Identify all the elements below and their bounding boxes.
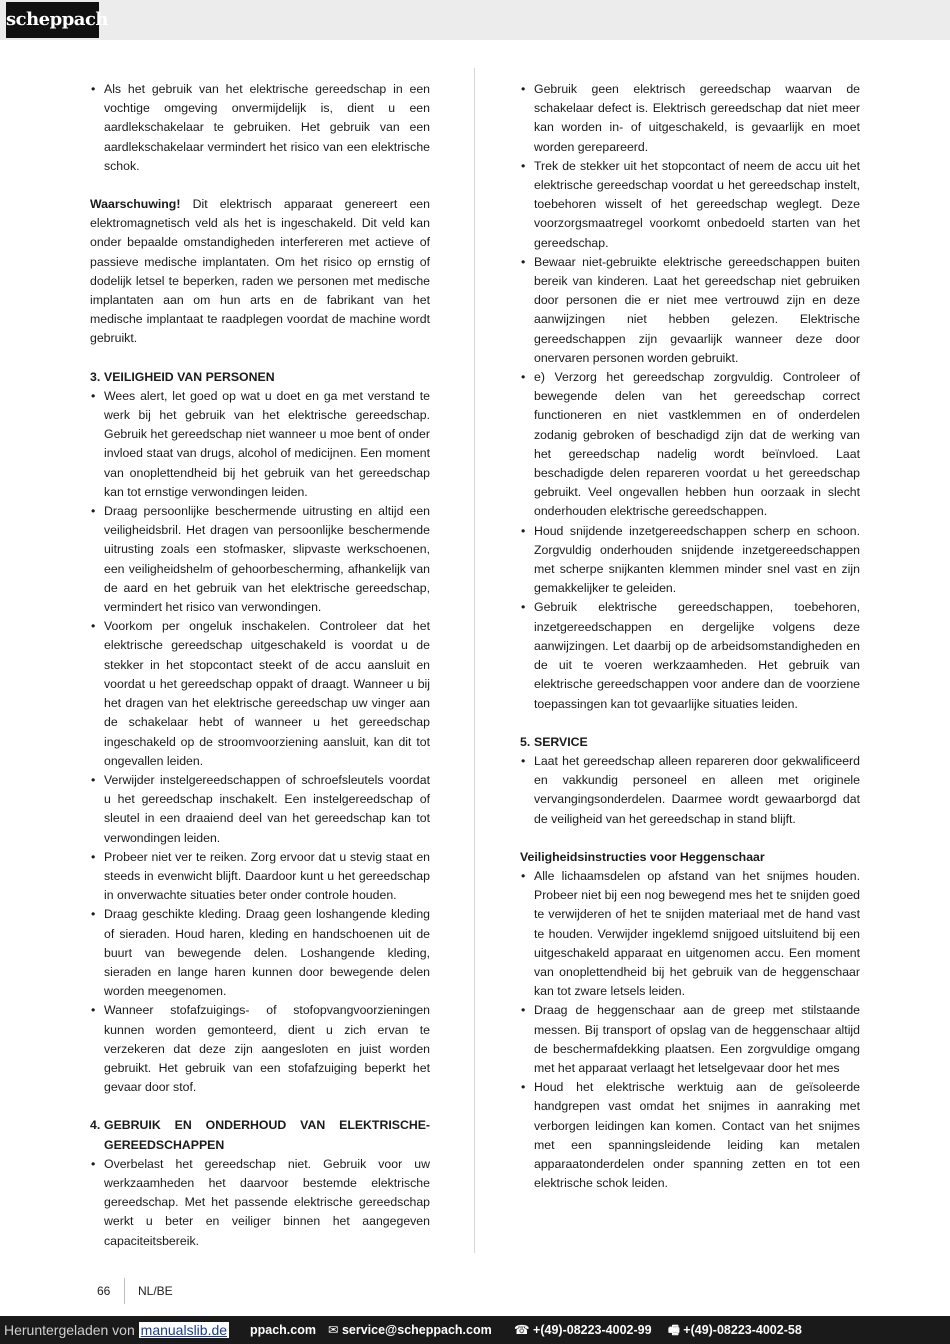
section-title: VEILIGHEID VAN PERSONEN: [104, 369, 275, 384]
warning-paragraph: [90, 195, 430, 349]
phone-text: +(49)-08223-4002-99: [533, 1323, 652, 1337]
list-item: • Alle lichaamsdelen op afstand van het snijmes houden. Probeer niet bij een nog bewegend mes het te snijden goed te verwijderen of het te snijden materiaal met de hand vast te houden. Verwijder ingeklemd snijgoed uitsluitend bij een uitgeschakeld apparaat en uitgenomen accu. Een moment van onoplettendheid bij het gebruik van de heggenschaar kan tot zware letsels leiden.: [520, 867, 860, 1001]
left-column: [90, 80, 430, 1251]
list-item: • Als het gebruik van het elektrische gereedschap in een vochtige omgeving onvermijdelijk is, dient u een aardlekschakelaar te gebruiken. Het gebruik van een aardlekschakelaar vermindert het risico van een elektrische schok.: [90, 80, 430, 176]
section-3-list: [90, 387, 430, 1098]
email-item: [328, 1316, 492, 1344]
list-item: • Draag de heggenschaar aan de greep met stilstaande messen. Bij transport of opslag van de heggenschaar altijd de beschermafdekking plaatsen. Een zorgvuldige omgang met het apparaat verlaagt het letselgevaar door het mes: [520, 1001, 860, 1078]
list-item: • e) Verzorg het gereedschap zorgvuldig. Controleer of bewegende delen van het gereedschap correct functioneren en niet vastklemmen en of onderdelen zodanig gebroken of beschadigd zijn dat de werking van het gereedschap nadelig wordt beïnvloed. Laat beschadigde delen repareren voordat u het gereedschap gebruikt. Veel ongevallen hebben hun oorzaak in slecht onderhouden elektrische gereedschappen.: [520, 368, 860, 522]
warning-text: Dit elektrisch apparaat genereert een elektromagnetisch veld als het is ingeschakeld. Dit veld kan onder bepaalde omstandigheden interfereren met actieve of passieve medische implantaten. Om het risico op ernstig of dodelijk letsel te beperken, raden we personen met medische implantaten aan om hun arts en de fabrikant van het medische implantaat te raadplegen voordat de machine wordt gebruikt.: [90, 197, 430, 346]
list-item: • Probeer niet ver te reiken. Zorg ervoor dat u stevig staat en steeds in evenwicht blijft. Daardoor kunt u het gereedschap in onverwachte situaties beter onder controle houden.: [90, 848, 430, 906]
section-5-list: [520, 752, 860, 829]
list-item: • Houd het elektrische werktuig aan de geïsoleerde handgrepen vast omdat het snijmes in aanraking met verborgen leidingen kan komen. Contact van het snijmes met een spanningsleidende leiding kan metalen apparaatonderdelen onder spanning zetten en tot een elektrische schok leiden.: [520, 1078, 860, 1193]
mail-icon: ✉: [328, 1323, 342, 1337]
section-3-heading: [90, 368, 430, 387]
list-item: • Houd snijdende inzetgereedschappen scherp en schoon. Zorgvuldig onderhouden snijdende inzetgereedschappen met scherpe snijkanten klemmen minder snel vast en zijn gemakkelijker te geleiden.: [520, 522, 860, 599]
section-number: 5.: [520, 734, 531, 749]
right-column: [520, 80, 860, 1193]
warning-label: Waarschuwing!: [90, 197, 181, 212]
list-item: • Wanneer stofafzuigings- of stofopvangvoorzieningen kunnen worden gemonteerd, dient u zich ervan te verzekeren dat deze zijn aangesloten en juist worden gebruikt. Het gebruik van een stofafzuiging beperkt het gevaar door stof.: [90, 1001, 430, 1097]
section-4-heading: [90, 1116, 430, 1154]
hedge-safety-list: [520, 867, 860, 1193]
download-bar: [0, 1316, 950, 1344]
section-number: 4.: [90, 1118, 101, 1133]
list-item: • Gebruik geen elektrisch gereedschap waarvan de schakelaar defect is. Elektrisch gereedschap dat niet meer kan worden in- of uitgeschakeld, is gevaarlijk en moet worden gerepareerd.: [520, 80, 860, 157]
fax-item: [668, 1316, 802, 1344]
page-number: 66: [97, 1284, 111, 1298]
list-item: • Laat het gereedschap alleen repareren door gekwalificeerd en vakkundig personeel en alleen met originele vervangingsonderdelen. Daarmee wordt gewaarborgd dat de veiligheid van het gereedschap in stand blijft.: [520, 752, 860, 829]
region-label: NL/BE: [138, 1284, 173, 1298]
list-item: • Verwijder instelgereedschappen of schroefsleutels voordat u het gereedschap inschakelt. Een instelgereedschap of sleutel in een draaiend deel van het gereedschap kan tot verwondingen leiden.: [90, 771, 430, 848]
website-text: ppach.com: [250, 1323, 316, 1337]
list-item: • Overbelast het gereedschap niet. Gebruik voor uw werkzaamheden het daarvoor bestemde elektrische gereedschap. Met het passende elektrische gereedschap werkt u beter en veiliger binnen het aangegeven capaciteitsbereik.: [90, 1155, 430, 1251]
header-bar: [0, 0, 950, 40]
list-item: • Bewaar niet-gebruikte elektrische gereedschappen buiten bereik van kinderen. Laat het gereedschap niet gebruiken door personen die er niet mee vertrouwd zijn en deze aanwijzingen niet hebben gelezen. Elektrische gereedschappen zijn gevaarlijk wanneer deze door onervaren personen worden gebruikt.: [520, 253, 860, 368]
downloaded-from-text: Heruntergeladen von: [4, 1322, 135, 1338]
phone-icon: ☎: [514, 1323, 534, 1337]
fax-icon: 🖷: [668, 1323, 684, 1337]
column-divider: [474, 68, 475, 1253]
section-title: GEBRUIK EN ONDERHOUD VAN ELEKTRISCHE-GEREEDSCHAPPEN: [104, 1118, 430, 1152]
section-4-list: [90, 1155, 430, 1251]
phone-item: [514, 1316, 652, 1344]
email-text: service@scheppach.com: [341, 1323, 492, 1337]
list-item: • Trek de stekker uit het stopcontact of neem de accu uit het elektrische gereedschap voordat u het gereedschap instelt, toebehoren wisselt of het gereedschap weglegt. Deze voorzorgsmaatregel voorkomt onbedoeld starten van het gereedschap.: [520, 157, 860, 253]
list-item: • Voorkom per ongeluk inschakelen. Controleer dat het elektrische gereedschap uitgeschakeld is voordat u de stekker in het stopcontact steekt of de accu aansluit en voordat u het gereedschap oppakt of draagt. Wanneer u bij het dragen van het elektrische gereedschap uw vinger aan de schakelaar hebt of wanneer u het gereedschap ingeschakeld op de stroomvoorziening aansluit, kan dit tot ongevallen leiden.: [90, 617, 430, 771]
section-4-continued-list: [520, 80, 860, 714]
section-5-heading: [520, 733, 860, 752]
list-item: • Wees alert, let goed op wat u doet en ga met verstand te werk bij het gebruik van het elektrische gereedschap. Gebruik het gereedschap niet wanneer u moe bent of onder invloed staat van drugs, alcohol of medicijnen. Een moment van onoplettendheid bij het gebruik van het gereedschap kan tot ernstige verwondingen leiden.: [90, 387, 430, 502]
list-item: • Gebruik elektrische gereedschappen, toebehoren, inzetgereedschappen en dergelijke volgens deze aanwijzingen. Let daarbij op de arbeidsomstandigheden en de uit te voeren werkzaamheden. Het gebruik van elektrische gereedschappen voor andere dan de voorziene toepassingen kan tot gevaarlijke situaties leiden.: [520, 598, 860, 713]
manualslib-link[interactable]: manualslib.de: [140, 1322, 228, 1338]
hedge-safety-heading: Veiligheidsinstructies voor Heggenschaar: [520, 849, 765, 864]
fax-text: +(49)-08223-4002-58: [683, 1323, 802, 1337]
scheppach-logo: scheppach: [6, 2, 99, 38]
list-item: • Draag persoonlijke beschermende uitrusting en altijd een veiligheidsbril. Het dragen van persoonlijke beschermende uitrusting zoals een stofmasker, slipvaste werkschoenen, een veiligheidshelm of gehoorbescherming, afhankelijk van de aard en het gebruik van het elektrische gereedschap, vermindert het risico van verwondingen.: [90, 502, 430, 617]
intro-list: [90, 80, 430, 176]
section-number: 3.: [90, 369, 101, 384]
footer-divider: [124, 1278, 125, 1304]
list-item: • Draag geschikte kleding. Draag geen loshangende kleding of sieraden. Houd haren, kleding en handschoenen uit de buurt van bewegende delen. Loshangende kleding, sieraden en lange haren kunnen door bewegende delen worden meegenomen.: [90, 905, 430, 1001]
download-notice: [4, 1316, 229, 1344]
section-title: SERVICE: [534, 734, 588, 749]
